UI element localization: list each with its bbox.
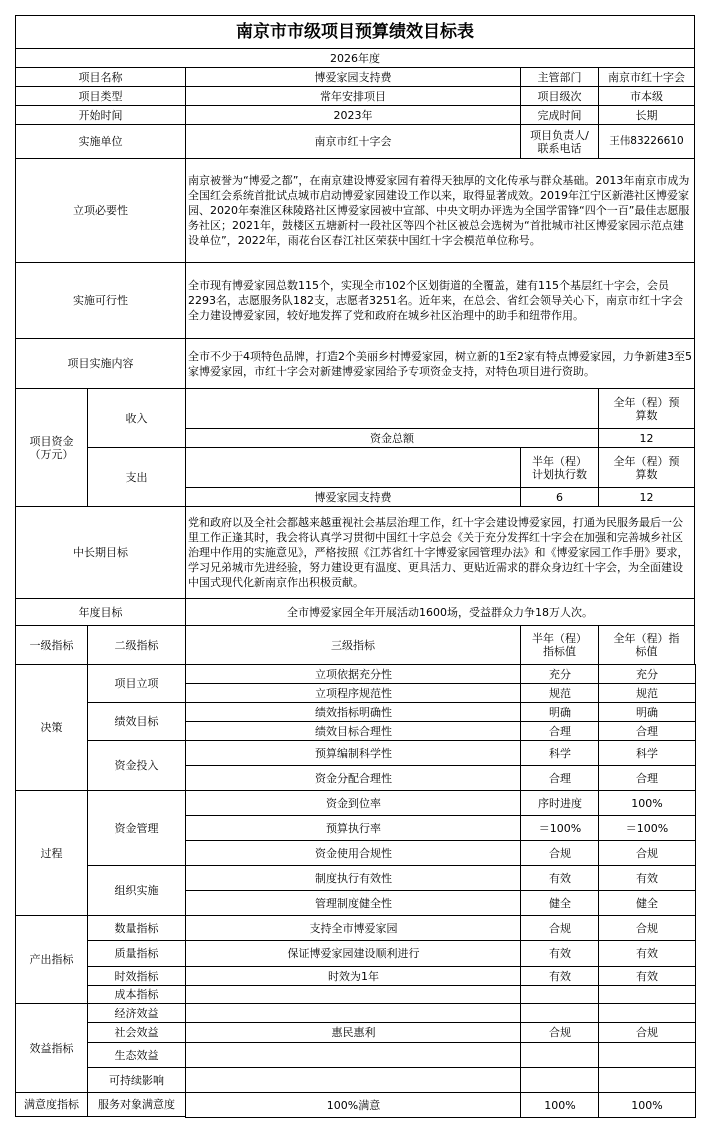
feasibility-label: 实施可行性	[15, 262, 186, 339]
content-text: 全市不少于4项特色品牌，打造2个美丽乡村博爱家园，树立新的1至2家有特点博爱家园，力争新建3至5家博爱家园，市红十字会对新建博爱家园给予专项资金支持，对特色项目进行资助。	[185, 338, 695, 389]
indicator-half-value: 明确	[520, 702, 600, 722]
indicator-name	[185, 1067, 522, 1093]
l1-decision: 决策	[15, 664, 88, 791]
l2-ecological: 生态效益	[87, 1042, 186, 1068]
fiscal-year: 2026年度	[15, 48, 695, 68]
indicator-half-value: ＝100%	[520, 815, 600, 841]
indicator-half-value: 有效	[520, 940, 600, 967]
project-type-label: 项目类型	[15, 86, 186, 106]
indicator-name: 资金到位率	[185, 790, 522, 816]
indicator-full-value	[598, 1067, 696, 1093]
start-value: 2023年	[185, 105, 521, 125]
l2-sustainability: 可持续影响	[87, 1067, 186, 1093]
l2-project-approval: 项目立项	[87, 664, 186, 703]
indicator-full-value: 健全	[598, 890, 696, 916]
l1-benefit: 效益指标	[15, 1003, 88, 1093]
indicator-name: 立项程序规范性	[185, 683, 522, 703]
indicator-name: 预算执行率	[185, 815, 522, 841]
dept-label: 主管部门	[520, 67, 599, 87]
indicator-name: 资金使用合规性	[185, 840, 522, 866]
indicator-name: 绩效目标合理性	[185, 721, 522, 741]
end-value: 长期	[598, 105, 695, 125]
indicator-name	[185, 1042, 522, 1068]
indicator-full-value: 科学	[598, 740, 696, 766]
l2-economic: 经济效益	[87, 1003, 186, 1023]
indicator-half-value	[520, 1067, 600, 1093]
indicator-half-value	[520, 1003, 600, 1023]
level-label: 项目级次	[520, 86, 599, 106]
indicator-full-value: 合规	[598, 840, 696, 866]
expense-item: 博爱家园支持费	[185, 487, 521, 507]
expense-half-header: 半年（程）计划执行数	[520, 447, 599, 488]
indicator-half-value: 合理	[520, 721, 600, 741]
project-name: 博爱家园支持费	[185, 67, 521, 87]
indicator-full-value: 充分	[598, 664, 696, 684]
l2-quality: 质量指标	[87, 940, 186, 967]
indicator-name: 保证博爱家园建设顺利进行	[185, 940, 522, 967]
long-term-label: 中长期目标	[15, 506, 186, 599]
annual-text: 全市博爱家园全年开展活动1600场，受益群众力争18万人次。	[185, 598, 695, 626]
indicator-name	[185, 985, 522, 1004]
header-level1: 一级指标	[15, 625, 88, 665]
indicator-half-value: 合规	[520, 915, 600, 941]
content-label: 项目实施内容	[15, 338, 186, 389]
indicator-half-value	[520, 985, 600, 1004]
feasibility-text: 全市现有博爱家园总数115个，实现全市102个区划街道的全覆盖，建有115个基层红十字会，会员2293名，志愿服务队182支，志愿者3251名。近年来，在总会、省红会领导关心下，南京市红十字会全力建设博爱家园，较好地发挥了党和政府在城乡社区治理中的助手和纽带作用。	[185, 262, 695, 339]
indicator-name: 预算编制科学性	[185, 740, 522, 766]
expense-half-value: 6	[520, 487, 599, 507]
l2-organization: 组织实施	[87, 865, 186, 916]
unit-value: 南京市红十字会	[185, 124, 521, 159]
income-label: 收入	[87, 388, 186, 448]
indicator-full-value: 规范	[598, 683, 696, 703]
l2-fund-management: 资金管理	[87, 790, 186, 866]
indicator-half-value: 序时进度	[520, 790, 600, 816]
indicator-name: 惠民惠利	[185, 1022, 522, 1043]
indicator-half-value: 有效	[520, 966, 600, 986]
project-type: 常年安排项目	[185, 86, 521, 106]
expense-label: 支出	[87, 447, 186, 507]
owner-label: 项目负责人/联系电话	[520, 124, 599, 159]
start-label: 开始时间	[15, 105, 186, 125]
indicator-name: 资金分配合理性	[185, 765, 522, 791]
indicator-half-value: 科学	[520, 740, 600, 766]
indicator-half-value: 100%	[520, 1092, 600, 1118]
income-total-value: 12	[598, 428, 695, 448]
income-full-header: 全年（程）预算数	[598, 388, 695, 429]
l2-performance-goal: 绩效目标	[87, 702, 186, 741]
l1-process: 过程	[15, 790, 88, 916]
funding-label: 项目资金（万元）	[15, 388, 88, 507]
end-label: 完成时间	[520, 105, 599, 125]
indicator-full-value: 合规	[598, 1022, 696, 1043]
indicator-half-value: 合规	[520, 840, 600, 866]
unit-label: 实施单位	[15, 124, 186, 159]
indicator-full-value: 合理	[598, 721, 696, 741]
l1-satisfaction: 满意度指标	[15, 1092, 88, 1117]
indicator-full-value	[598, 985, 696, 1004]
annual-label: 年度目标	[15, 598, 186, 626]
indicator-name: 支持全市博爱家园	[185, 915, 522, 941]
l2-fund-input: 资金投入	[87, 740, 186, 791]
header-full-value: 全年（程）指标值	[598, 625, 695, 665]
indicator-name: 管理制度健全性	[185, 890, 522, 916]
indicator-name	[185, 1003, 522, 1023]
indicator-full-value: 100%	[598, 1092, 696, 1118]
indicator-half-value	[520, 1042, 600, 1068]
header-level2: 二级指标	[87, 625, 186, 665]
indicator-half-value: 合规	[520, 1022, 600, 1043]
indicator-name: 时效为1年	[185, 966, 522, 986]
indicator-full-value	[598, 1042, 696, 1068]
indicator-half-value: 有效	[520, 865, 600, 891]
indicator-name: 绩效指标明确性	[185, 702, 522, 722]
l2-cost: 成本指标	[87, 985, 186, 1004]
expense-blank	[185, 447, 521, 488]
l2-social: 社会效益	[87, 1022, 186, 1043]
indicator-full-value: 有效	[598, 966, 696, 986]
indicator-full-value: 合理	[598, 765, 696, 791]
l2-timeliness: 时效指标	[87, 966, 186, 986]
necessity-text: 南京被誉为“博爱之都”，在南京建设博爱家园有着得天独厚的文化传承与群众基础。2013年南京市成为全国红会系统首批试点城市启动博爱家园建设工作以来，取得显著成效。2019年江宁区新港社区博爱家园、2020年秦淮区秣陵路社区博爱家园被中宣部、中央文明办评选为全国学雷锋“四个一百”最佳志愿服务社区；2021年，鼓楼区五塘新村一段社区等四个社区被总会选树为“首批城市社区博爱家园示范点建设单位”，2022年，雨花台区春江社区荣获中国红十字会模范单位称号。	[185, 158, 695, 263]
page-title: 南京市市级项目预算绩效目标表	[15, 15, 695, 49]
indicator-full-value: 有效	[598, 865, 696, 891]
indicator-half-value: 合理	[520, 765, 600, 791]
indicator-half-value: 健全	[520, 890, 600, 916]
indicator-name: 100%满意	[185, 1092, 522, 1118]
dept-value: 南京市红十字会	[598, 67, 695, 87]
header-level3: 三级指标	[185, 625, 521, 665]
expense-full-value: 12	[598, 487, 695, 507]
owner-value: 王伟83226610	[598, 124, 695, 159]
indicator-full-value: 合规	[598, 915, 696, 941]
project-name-label: 项目名称	[15, 67, 186, 87]
indicator-full-value: 有效	[598, 940, 696, 967]
long-term-text: 党和政府以及全社会都越来越重视社会基层治理工作，红十字会建设博爱家园，打通为民服务最后一公里工作正逢其时，我会将认真学习贯彻中国红十字总会《关于充分发挥红十字会在加强和完善城乡社区治理中作用的实施意见》，严格按照《江苏省红十字博爱家园管理办法》和《博爱家园工作手册》要求，学习兄弟城市先进经验，努力建设更有温度、更具活力、更贴近需求的群众身边红十字会，为全面建设中国式现代化新南京作出积极贡献。	[185, 506, 695, 599]
performance-target-table	[15, 15, 695, 1117]
header-half-value: 半年（程）指标值	[520, 625, 599, 665]
necessity-label: 立项必要性	[15, 158, 186, 263]
l2-service-satisfaction: 服务对象满意度	[87, 1092, 186, 1117]
indicator-full-value: ＝100%	[598, 815, 696, 841]
income-blank	[185, 388, 599, 429]
expense-full-header: 全年（程）预算数	[598, 447, 695, 488]
indicator-full-value: 100%	[598, 790, 696, 816]
level-value: 市本级	[598, 86, 695, 106]
indicator-half-value: 规范	[520, 683, 600, 703]
indicator-name: 制度执行有效性	[185, 865, 522, 891]
indicator-full-value: 明确	[598, 702, 696, 722]
indicator-full-value	[598, 1003, 696, 1023]
indicator-name: 立项依据充分性	[185, 664, 522, 684]
l2-quantity: 数量指标	[87, 915, 186, 941]
income-total-label: 资金总额	[185, 428, 599, 448]
indicator-half-value: 充分	[520, 664, 600, 684]
l1-output: 产出指标	[15, 915, 88, 1004]
